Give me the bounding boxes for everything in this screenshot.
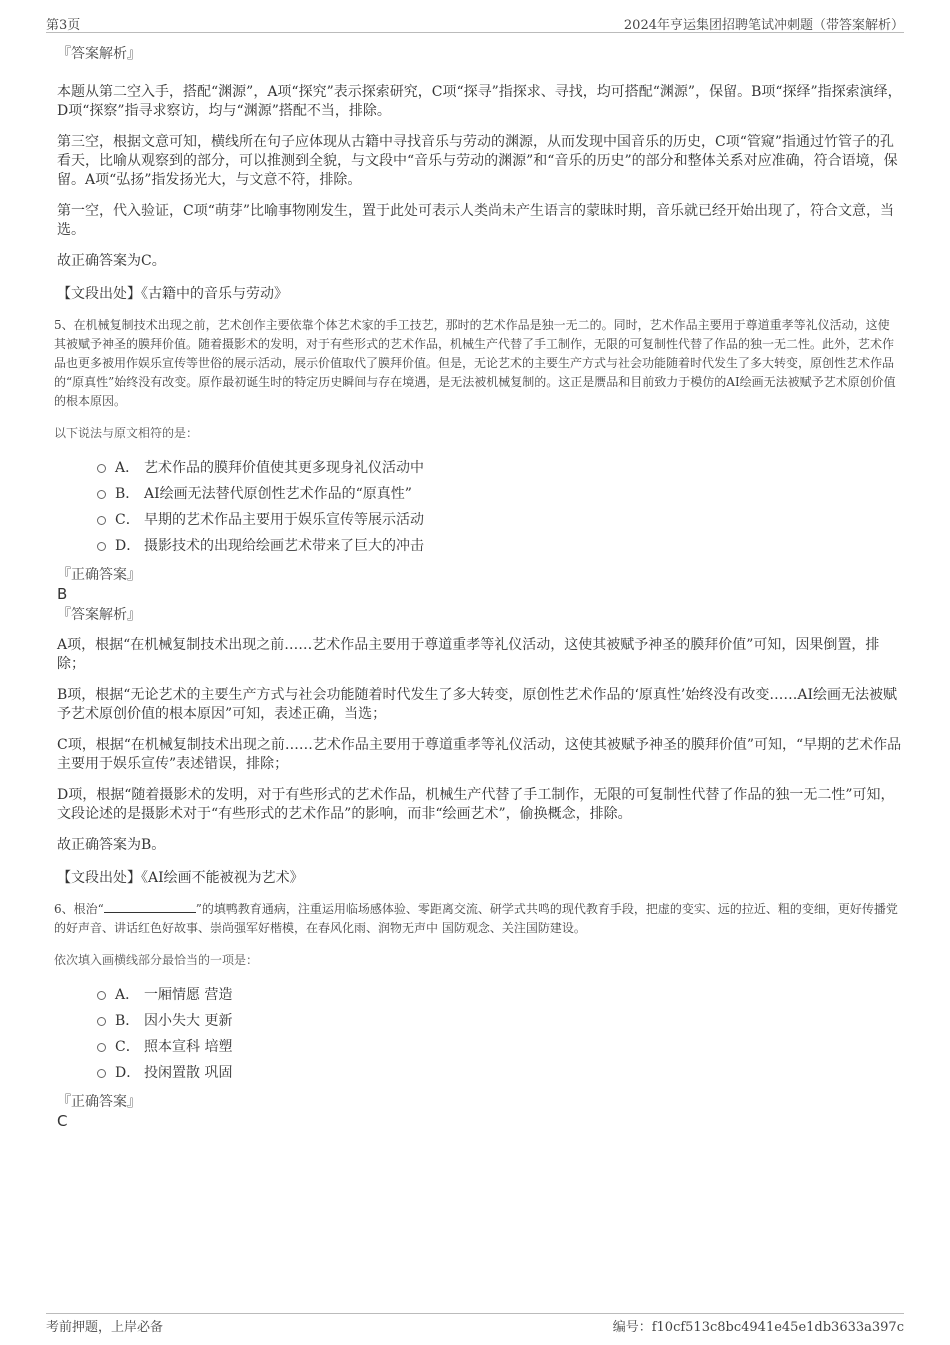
page-number: 第3页: [46, 18, 81, 33]
option-b[interactable]: B． AI绘画无法替代原创性艺术作品的“原真性”: [97, 481, 904, 507]
document-title: 2024年亨运集团招聘笔试冲刺题（带答案解析）: [623, 18, 904, 33]
passage-source: 【文段出处】《AI绘画不能被视为艺术》: [57, 870, 304, 886]
radio-button[interactable]: [97, 991, 106, 1000]
option-list: [57, 982, 904, 1086]
passage-source: 【文段出处】《古籍中的音乐与劳动》: [57, 286, 288, 302]
option-d[interactable]: D． 投闲置散 巩固: [97, 1060, 904, 1086]
radio-button[interactable]: [97, 542, 106, 551]
analysis-paragraph: A项，根据“在机械复制技术出现之前……艺术作品主要用于尊道重孝等礼仪活动，这使其被赋予神圣的膜拜价值”可知，因果倒置，排除；: [57, 637, 880, 672]
option-c[interactable]: C． 照本宣科 培塑: [97, 1034, 904, 1060]
option-list: [57, 455, 904, 559]
analysis-paragraph: C项，根据“在机械复制技术出现之前……艺术作品主要用于尊道重孝等礼仪活动，这使其被赋予神圣的膜拜价值”可知，“早期的艺术作品主要用于娱乐宣传”表述错误，排除；: [57, 737, 902, 772]
analysis-conclusion: 故正确答案为C。: [57, 253, 166, 269]
analysis-paragraph: B项，根据“无论艺术的主要生产方式与社会功能随着时代发生了多大转变，原创性艺术作品的‘原真性’始终没有改变……AI绘画无法被赋予艺术原创价值的根本原因”可知，表述正确，当选；: [57, 687, 897, 722]
radio-button[interactable]: [97, 464, 106, 473]
analysis-label: 『答案解析』: [57, 607, 141, 623]
radio-button[interactable]: [97, 1017, 106, 1026]
analysis-label: 『答案解析』: [57, 46, 141, 62]
correct-answer: C: [57, 1112, 68, 1130]
correct-answer: B: [57, 585, 68, 603]
analysis-paragraph: 本题从第二空入手，搭配“渊源”，A项“探究”表示探索研究，C项“探寻”指探求、寻找，均可搭配“渊源”，保留。B项“探绎”指探索演绎，D项“探察”指寻求察访，均与“渊源”搭配不当，排除。: [57, 84, 902, 119]
option-c[interactable]: C． 早期的艺术作品主要用于娱乐宣传等展示活动: [97, 507, 904, 533]
analysis-paragraph: D项，根据“随着摄影术的发明，对于有些形式的艺术作品，机械生产代替了手工制作，无限的可复制性代替了作品的独一无二性”可知，文段论述的是摄影术对于“有些形式的艺术作品”的影响，而非“绘画艺术”，偷换概念，排除。: [57, 787, 895, 822]
radio-button[interactable]: [97, 1069, 106, 1078]
radio-button[interactable]: [97, 1043, 106, 1052]
page-footer: [46, 1313, 904, 1334]
answer-label: 『正确答案』: [57, 1094, 141, 1110]
option-a[interactable]: A． 艺术作品的膜拜价值使其更多现身礼仪活动中: [97, 455, 904, 481]
fill-blank: [104, 900, 196, 913]
option-b[interactable]: B． 因小失大 更新: [97, 1008, 904, 1034]
answer-label: 『正确答案』: [57, 567, 141, 583]
analysis-paragraph: 第一空，代入验证，C项“萌芽”比喻事物刚发生，置于此处可表示人类尚未产生语言的蒙昧时期，音乐就已经开始出现了，符合文意，当选。: [57, 203, 895, 238]
document-id: 编号：f10cf513c8bc4941e45e1db3633a397c: [612, 1320, 904, 1335]
document-body: [54, 44, 904, 1130]
analysis-conclusion: 故正确答案为B。: [57, 837, 166, 853]
radio-button[interactable]: [97, 516, 106, 525]
page-header: [46, 12, 904, 33]
question-prompt: 以下说法与原文相符的是：: [54, 426, 199, 440]
question-prompt: 依次填入画横线部分最恰当的一项是：: [54, 953, 259, 967]
option-a[interactable]: A． 一厢情愿 营造: [97, 982, 904, 1008]
question-text: 6、根治“ ”的填鸭教育通病，注重运用临场感体验、零距离交流、研学式共鸣的现代教育手段，把虚的变实、远的拉近、粗的变细，更好传播党的好声音、讲话红色好故事、崇尚强军好楷模，在春风化雨、润物无声中 国防观念、关注国防建设。: [54, 902, 898, 935]
radio-button[interactable]: [97, 490, 106, 499]
analysis-paragraph: 第三空，根据文意可知，横线所在句子应体现从古籍中寻找音乐与劳动的渊源，从而发现中国音乐的历史，C项“管窥”指通过竹管子的孔看天，比喻从观察到的部分，可以推测到全貌，与文段中“音乐与劳动的渊源”和“音乐的历史”的部分和整体关系对应准确，符合语境，保留。A项“弘扬”指发扬光大，与文意不符，排除。: [57, 134, 898, 188]
question-text: 5、在机械复制技术出现之前，艺术创作主要依靠个体艺术家的手工技艺，那时的艺术作品是独一无二的。同时，艺术作品主要用于尊道重孝等礼仪活动，这使其被赋予神圣的膜拜价值。随着摄影术的发明，对于有些形式的艺术作品，机械生产代替了手工制作，无限的可复制性代替了作品的独一无二性。此外，艺术作品也更多被用作娱乐宣传等世俗的展示活动，展示价值取代了膜拜价值。但是，无论艺术的主要生产方式与社会功能随着时代发生了多大转变，原创性艺术作品的“原真性”始终没有改变。原作最初诞生时的特定历史瞬间与存在境遇，是无法被机械复制的。这正是赝品和目前致力于模仿的AI绘画无法被赋予艺术原创价值的根本原因。: [54, 318, 896, 408]
option-d[interactable]: D． 摄影技术的出现给绘画艺术带来了巨大的冲击: [97, 533, 904, 559]
footer-slogan: 考前押题，上岸必备: [46, 1320, 164, 1335]
